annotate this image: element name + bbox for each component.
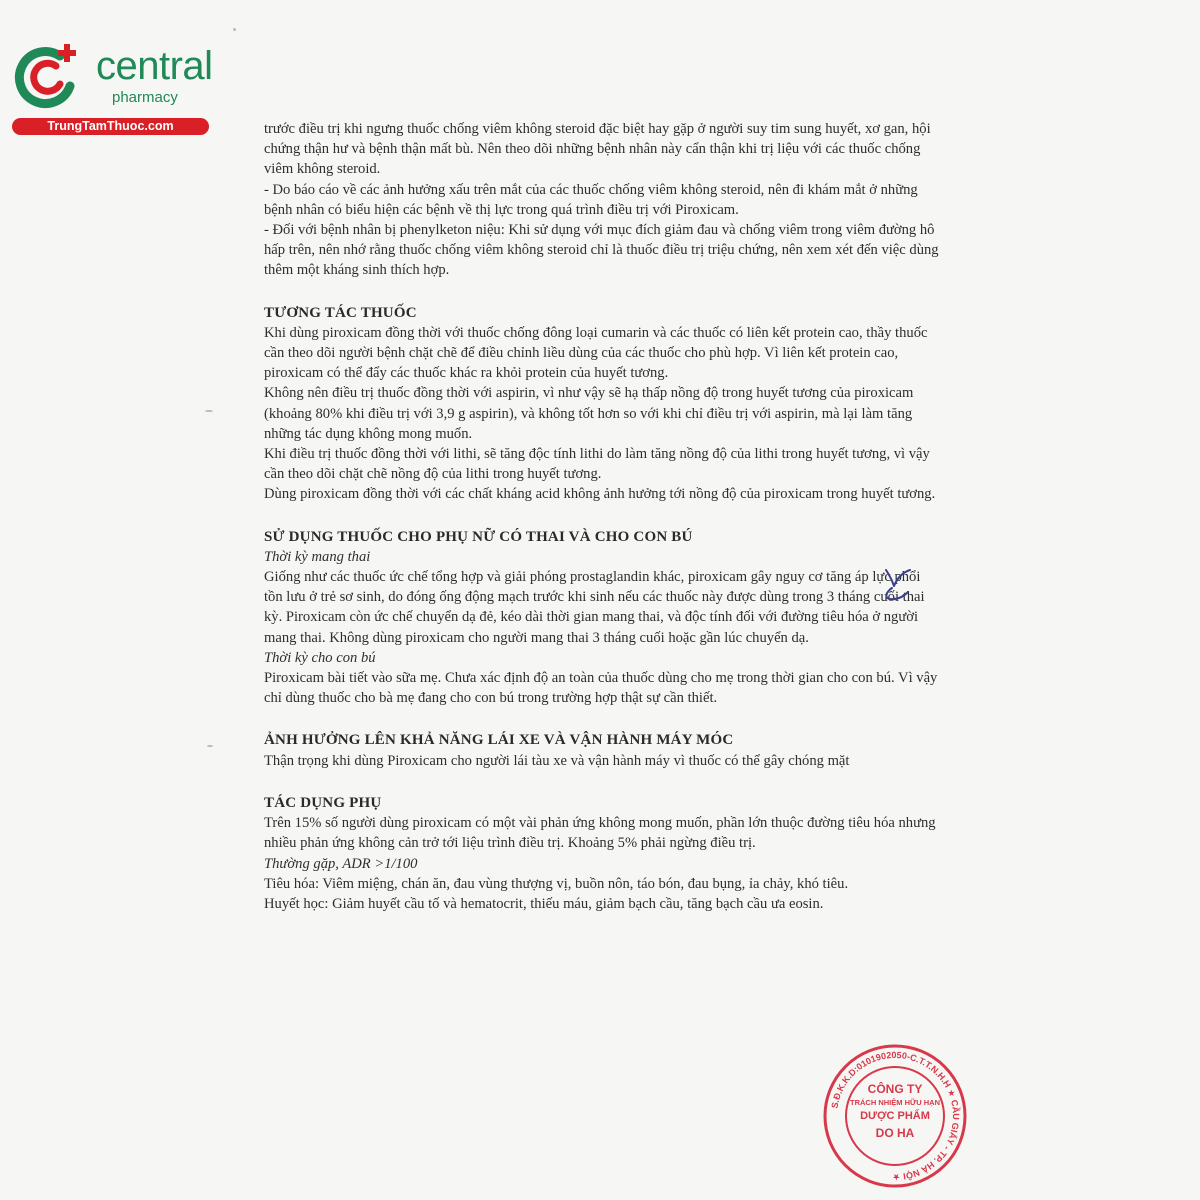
interactions-paragraph-2: Không nên điều trị thuốc đồng thời với aspirin, vì như vậy sẽ hạ thấp nồng độ trong huyết tương của piroxicam (khoảng 80% khi điều trị với 3,9 g aspirin), và không tốt hơn so với khi chỉ điều trị với aspirin, mà lại làm tăng những tác dụng không mong muốn. (264, 385, 914, 442)
side-effects-digestive: Tiêu hóa: Viêm miệng, chán ăn, đau vùng thượng vị, buồn nôn, táo bón, đau bụng, ỉa chảy, khó tiêu. (264, 875, 849, 892)
pregnancy-text: Giống như các thuốc ức chế tổng hợp và giải phóng prostaglandin khác, piroxicam gây nguy cơ tăng áp lực phổi tồn lưu ở trẻ sơ sinh, do đóng ống động mạch trước khi sinh nếu các thuốc này được dùng trong 3 tháng cuối thai kỳ. Piroxicam còn ức chế chuyển dạ đẻ, kéo dài thời gian mang thai, và độc tính đối với đường tiêu hóa ở người mang thai. Không dùng piroxicam cho người mang thai 3 tháng cuối hoặc gần lúc chuyển dạ. (264, 569, 925, 646)
stamp-liability-label: TRÁCH NHIỆM HỮU HẠN (850, 1098, 940, 1107)
interactions-heading: TƯƠNG TÁC THUỐC (264, 304, 417, 321)
driving-heading: ẢNH HƯỞNG LÊN KHẢ NĂNG LÁI XE VÀ VẬN HÀNH MÁY MÓC (264, 732, 734, 749)
interactions-paragraph-3: Khi điều trị thuốc đồng thời với lithi, sẽ tăng độc tính lithi do làm tăng nồng độ của lithi trong huyết tương, vì vậy cần theo dõi chặt chẽ nồng độ của lithi trong huyết tương. (264, 446, 930, 483)
scan-speck (207, 745, 213, 747)
driving-text: Thận trọng khi dùng Piroxicam cho người lái tàu xe và vận hành máy vì thuốc có thể gây chóng mặt (264, 752, 850, 769)
logo-subtitle: pharmacy (112, 89, 178, 106)
side-effects-heading: TÁC DỤNG PHỤ (264, 794, 382, 811)
intro-paragraph-1: trước điều trị khi ngưng thuốc chống viêm không steroid đặc biệt hay gặp ở người suy tim sung huyết, xơ gan, hội chứng thận hư và bệnh thận mất bù. Nên theo dõi những bệnh nhân này cẩn thận khi trị liệu với các thuốc chống viêm không steroid. (264, 121, 931, 178)
stamp-company-name: DO HA (875, 1126, 915, 1140)
handwritten-initial-signature (880, 566, 914, 602)
pregnancy-section (264, 527, 940, 709)
logo-name: central (96, 44, 213, 88)
side-effects-section (264, 793, 940, 914)
document-body (264, 119, 940, 914)
interactions-section (264, 303, 940, 505)
scan-speck (233, 28, 236, 31)
side-effects-text: Trên 15% số người dùng piroxicam có một vài phản ứng không mong muốn, phần lớn thuộc đường tiêu hóa nhưng nhiều phản ứng không cản trở tới liệu trình điều trị. Khoảng 5% phải ngừng điều trị. (264, 815, 936, 852)
svg-text:S.Đ.K.K.D:0101902050-C.T.T.N.H: S.Đ.K.K.D:0101902050-C.T.T.N.H.H ★ CẦU GIẤY - TP. HÀ NỘI ★ (829, 1049, 962, 1183)
side-effects-frequency-subheading: Thường gặp, ADR >1/100 (264, 855, 418, 872)
breastfeeding-subheading: Thời kỳ cho con bú (264, 649, 376, 666)
pregnancy-subheading: Thời kỳ mang thai (264, 548, 371, 565)
central-pharmacy-logo[interactable] (12, 40, 217, 140)
company-seal-stamp (820, 1042, 970, 1190)
interactions-paragraph-4: Dùng piroxicam đồng thời với các chất kháng acid không ảnh hưởng tới nồng độ của piroxicam trong huyết tương. (264, 486, 936, 503)
side-effects-blood: Huyết học: Giảm huyết cầu tố và hematocrit, thiếu máu, giảm bạch cầu, tăng bạch cầu ưa eosin. (264, 895, 824, 912)
pharmacy-cross-logo-icon (12, 40, 82, 110)
pregnancy-heading: SỬ DỤNG THUỐC CHO PHỤ NỮ CÓ THAI VÀ CHO CON BÚ (264, 528, 693, 545)
stamp-company-label: CÔNG TY (867, 1082, 923, 1096)
driving-section (264, 730, 940, 770)
breastfeeding-text: Piroxicam bài tiết vào sữa mẹ. Chưa xác định độ an toàn của thuốc dùng cho mẹ trong thời gian cho con bú. Vì vậy chỉ dùng thuốc cho bà mẹ đang cho con bú trong trường hợp thật sự cần thiết. (264, 670, 938, 707)
scan-speck (205, 410, 213, 412)
intro-paragraph-2: - Do báo cáo về các ảnh hưởng xấu trên mắt của các thuốc chống viêm không steroid, nên đi khám mắt ở những bệnh nhân có biểu hiện các bệnh về thị lực trong quá trình điều trị với Piroxicam. (264, 181, 918, 218)
logo-website-banner: TrungTamThuoc.com (12, 118, 209, 135)
interactions-paragraph-1: Khi dùng piroxicam đồng thời với thuốc chống đông loại cumarin và các thuốc có liên kết protein cao, thầy thuốc cần theo dõi người bệnh chặt chẽ để điều chỉnh liều dùng của các thuốc cho phù hợp. Vì liên kết protein cao, piroxicam có thể đẩy các thuốc khác ra khỏi protein của huyết tương. (264, 324, 928, 382)
stamp-pharma-label: DƯỢC PHẨM (860, 1110, 930, 1122)
intro-paragraph-3: - Đối với bệnh nhân bị phenylketon niệu: Khi sử dụng với mục đích giảm đau và chống viêm trong viêm đường hô hấp trên, nên nhớ rằng thuốc chống viêm không steroid chỉ là thuốc điều trị triệu chứng, nên xem xét đến việc dùng thêm một kháng sinh thích hợp. (264, 222, 939, 279)
